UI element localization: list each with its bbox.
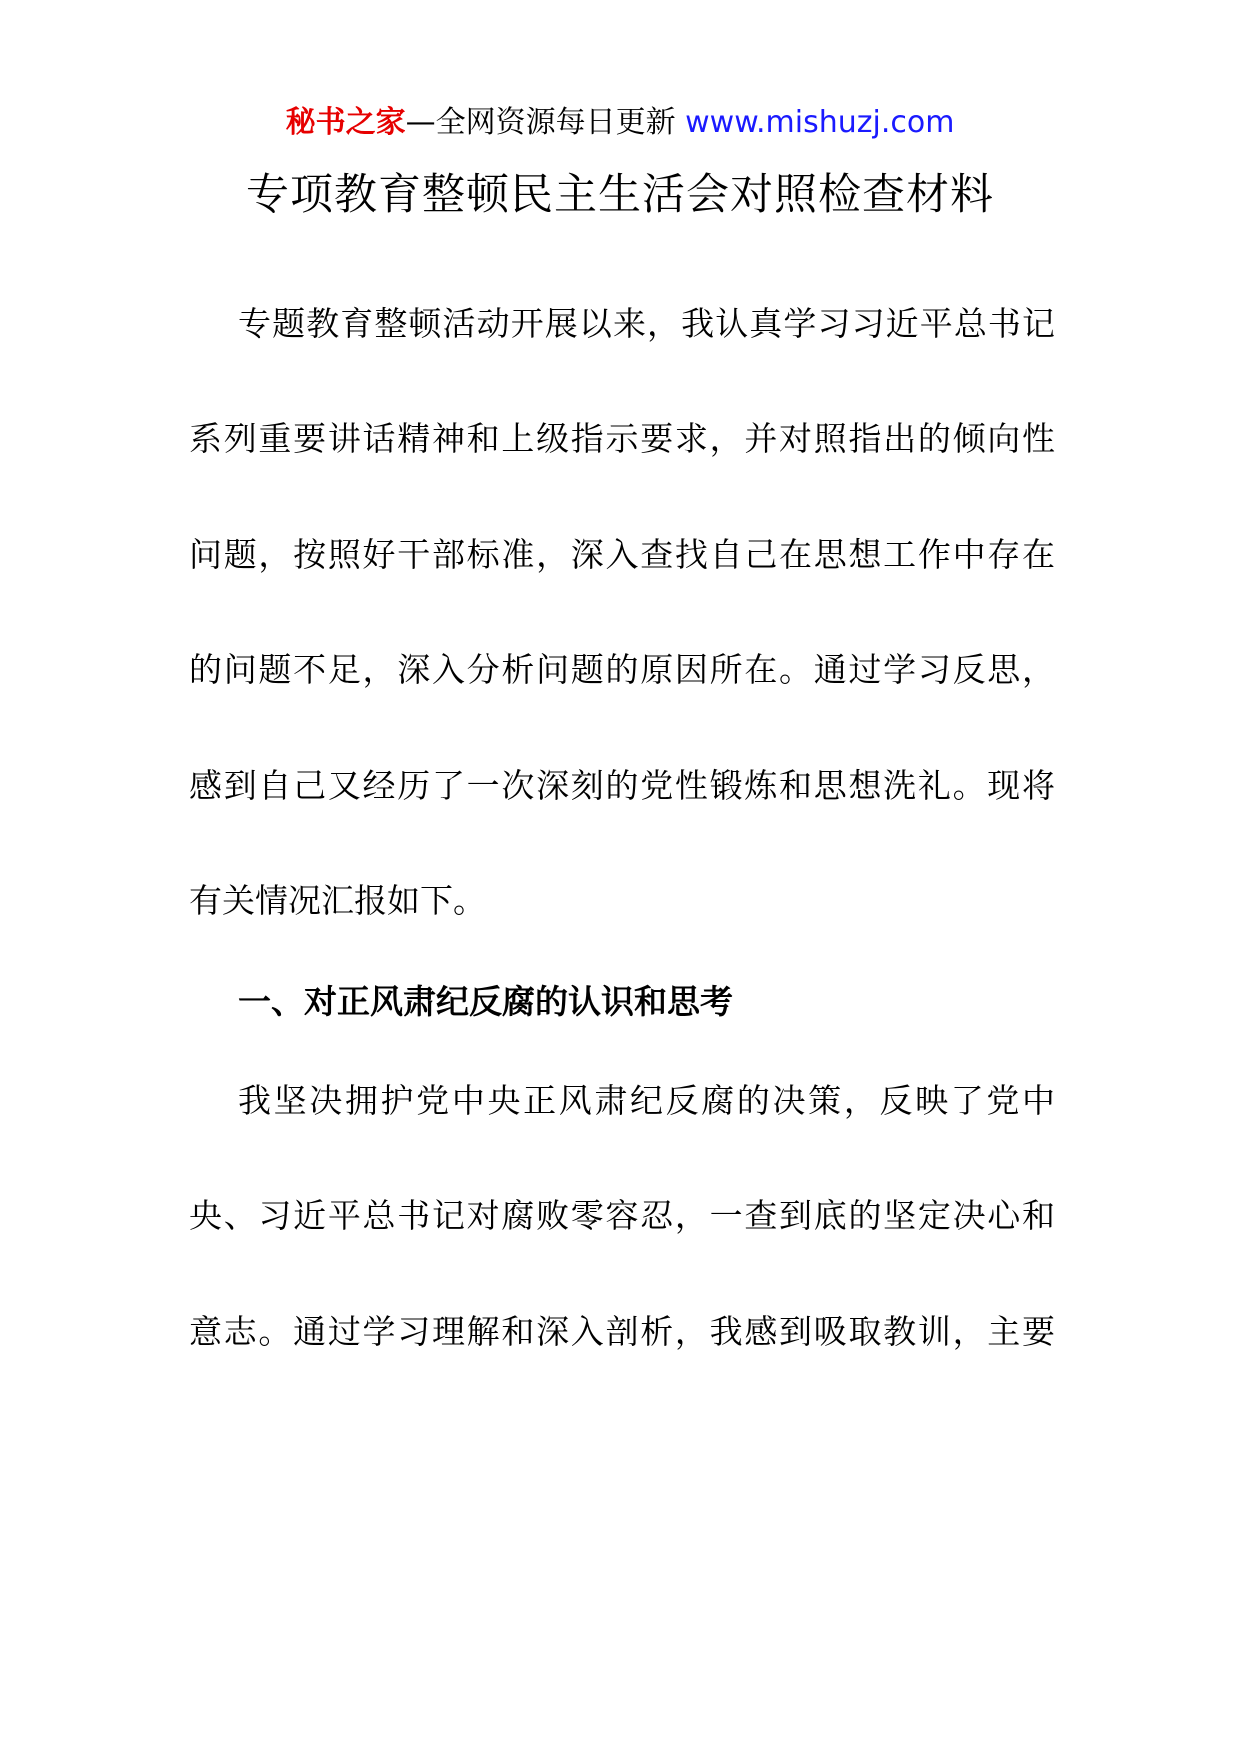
paragraph-line: 感到自己又经历了一次深刻的党性锻炼和思想洗礼。现将 xyxy=(189,766,1055,805)
paragraph-line: 意志。通过学习理解和深入剖析，我感到吸取教训，主要 xyxy=(189,1312,1055,1351)
paragraph-line: 央、习近平总书记对腐败零容忍，一查到底的坚定决心和 xyxy=(189,1196,1055,1235)
paragraph-line: 我坚决拥护党中央正风肃纪反腐的决策，反映了党中 xyxy=(238,1081,1055,1120)
header-tagline: —全网资源每日更新 xyxy=(405,105,686,140)
paragraph-line: 系列重要讲话精神和上级指示要求，并对照指出的倾向性 xyxy=(189,419,1055,458)
paragraph-line: 问题，按照好干部标准，深入查找自己在思想工作中存在 xyxy=(189,535,1055,574)
site-header xyxy=(0,103,1240,143)
site-url-link[interactable]: www.mishuzj.com xyxy=(685,105,955,140)
paragraph-line: 的问题不足，深入分析问题的原因所在。通过学习反思， xyxy=(189,650,1055,689)
brand-name: 秘书之家 xyxy=(285,105,406,140)
paragraph-line: 专题教育整顿活动开展以来，我认真学习习近平总书记 xyxy=(238,304,1055,343)
document-title: 专项教育整顿民主生活会对照检查材料 xyxy=(246,170,994,220)
paragraph-line: 有关情况汇报如下。 xyxy=(189,881,486,920)
section-heading: 一、对正风肃纪反腐的认识和思考 xyxy=(238,982,733,1021)
